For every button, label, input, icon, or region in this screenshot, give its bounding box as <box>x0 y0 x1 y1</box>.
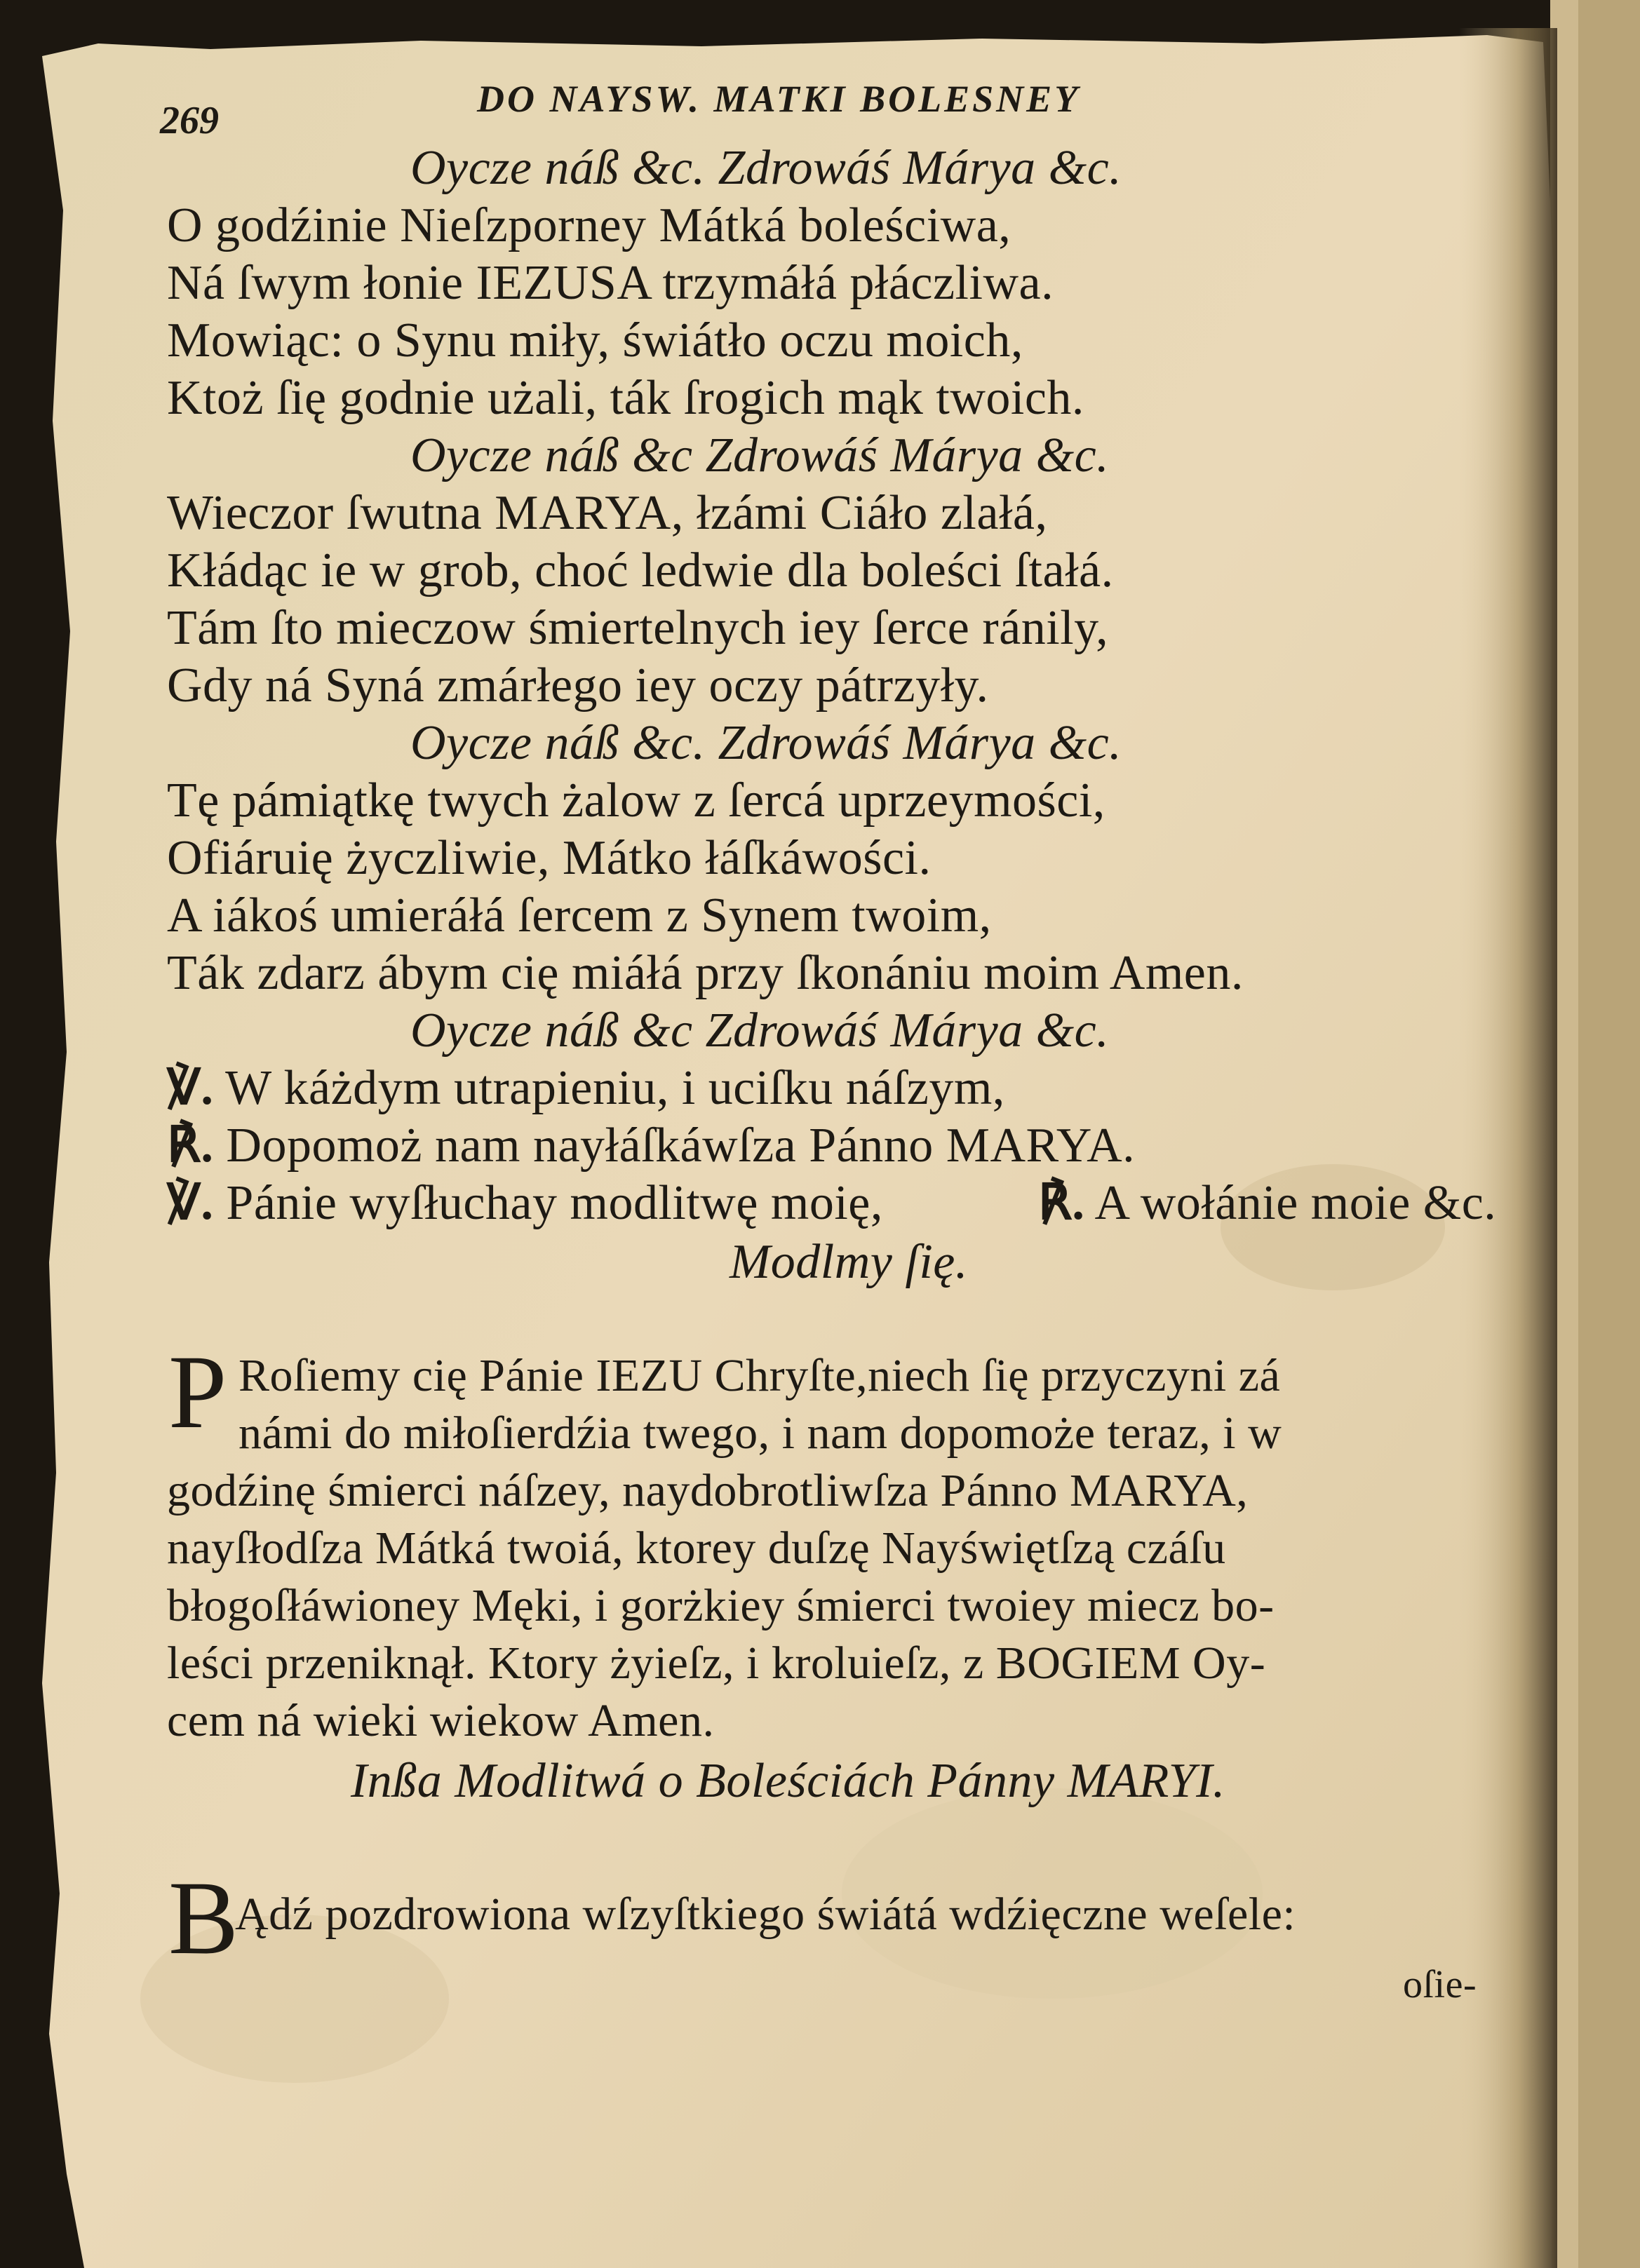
verse-line: O godźinie Nieſzporney Mátká boleściwa, <box>167 198 1011 252</box>
verse-line: Ná ſwym łonie IEZUSA trzymáłá płáczliwa. <box>167 256 1054 310</box>
prayer-line: godźinę śmierci náſzey, naydobrotliwſza Pánno MARYA, <box>167 1465 1249 1516</box>
verse-line: A iákoś umieráłá ſercem z Synem twoim, <box>167 889 992 943</box>
prayer-line: nayſłodſza Mátká twoiá, ktorey duſzę Nayświętſzą czáſu <box>167 1523 1226 1574</box>
response-symbol: ℟. <box>1038 1176 1085 1230</box>
prayer-line: Roſiemy cię Pánie IEZU Chryſte,niech ſię przyczyni zá <box>238 1350 1281 1401</box>
verse-line: Ktoż ſię godnie użali, ták ſrogich mąk twoich. <box>167 371 1084 425</box>
page-number: 269 <box>160 99 219 142</box>
verse-line: Kłádąc ie w grob, choć ledwie dla boleści ſtałá. <box>167 544 1114 598</box>
versicle-line <box>167 1060 1005 1116</box>
running-title: DO NAYSW. MATKI BOLESNEY <box>477 78 1081 120</box>
refrain-line: Oycze náß &c Zdrowáś Márya &c. <box>410 428 1110 482</box>
versicle-symbol: ℣. <box>167 1176 214 1230</box>
versicle-text: W káżdym utrapieniu, i uciſku náſzym, <box>225 1061 1005 1115</box>
prayer-line: Ądź pozdrowiona wſzyſtkiego świátá wdźięczne weſele: <box>235 1889 1296 1940</box>
verse-line: Tám ſto mieczow śmiertelnych iey ſerce ránily, <box>167 601 1109 655</box>
prayer-line: námi do miłoſierdźia twego, i nam dopomoże teraz, i w <box>238 1408 1282 1459</box>
response-text: A wołánie moie &c. <box>1094 1176 1497 1230</box>
response-line <box>1038 1175 1496 1231</box>
refrain-line: Oycze náß &c Zdrowáś Márya &c. <box>410 1004 1110 1058</box>
catchword: oſie- <box>1403 1963 1477 2006</box>
response-text: Dopomoż nam nayłáſkáwſza Pánno MARYA. <box>226 1119 1136 1173</box>
prayer-line: leści przeniknął. Ktory żyieſz, i kroluieſz, z BOGIEM Oy- <box>167 1638 1266 1689</box>
verse-line: Wieczor ſwutna MARYA, łzámi Ciáło zlałá, <box>167 486 1048 540</box>
versicle-text: Pánie wyſłuchay modlitwę moię, <box>226 1176 883 1230</box>
drop-cap: B <box>168 1860 239 1976</box>
response-symbol: ℟. <box>167 1119 214 1173</box>
verse-line: Ofiáruię życzliwie, Mátko łáſkáwości. <box>167 831 932 885</box>
prayer-line: cem ná wieki wiekow Amen. <box>167 1695 715 1746</box>
verse-line: Mowiąc: o Synu miły, świátło oczu moich, <box>167 313 1023 367</box>
refrain-line: Oycze náß &c. Zdrowáś Márya &c. <box>410 716 1122 770</box>
versicle-line <box>167 1175 883 1231</box>
section-heading: Inßa Modlitwá o Boleściách Pánny MARYI. <box>351 1754 1225 1808</box>
prayer-line: błogoſłáwioney Męki, i gorżkiey śmierci twoiey miecz bo- <box>167 1580 1275 1631</box>
verse-line: Gdy ná Syná zmárłego iey oczy pátrzyły. <box>167 659 989 713</box>
prayer-heading: Modlmy ſię. <box>730 1235 968 1289</box>
verse-line: Ták zdarz ábym cię miáłá przy ſkonániu moim Amen. <box>167 946 1244 1000</box>
response-line <box>167 1118 1135 1174</box>
drop-cap: P <box>168 1334 227 1450</box>
versicle-symbol: ℣. <box>167 1061 214 1115</box>
verse-line: Tę pámiątkę twych żalow z ſercá uprzeymości, <box>167 774 1105 828</box>
refrain-line: Oycze náß &c. Zdrowáś Márya &c. <box>410 141 1122 195</box>
